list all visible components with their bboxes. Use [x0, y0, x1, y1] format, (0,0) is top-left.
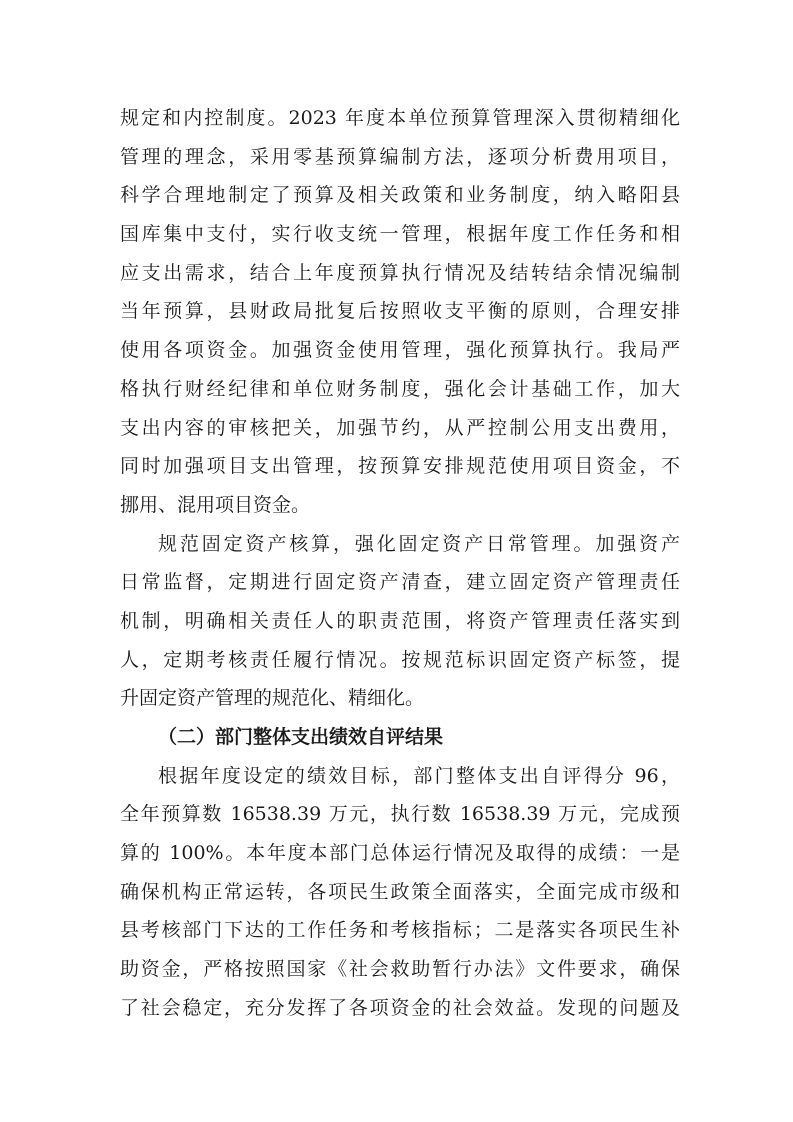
text-line: 人，定期考核责任履行情况。按规范标识固定资产标签，提 [120, 648, 680, 671]
text-line: 使用各项资金。加强资金使用管理，强化预算执行。我局严 [120, 339, 680, 362]
text-line: 同时加强项目支出管理，按预算安排规范使用项目资金，不 [120, 455, 680, 478]
text-line: 挪用、混用项目资金。 [120, 493, 311, 516]
text-line: 助资金，严格按照国家《社会救助暂行办法》文件要求，确保 [120, 958, 680, 981]
document-body [120, 99, 680, 1028]
text-line: 科学合理地制定了预算及相关政策和业务制度，纳入略阳县 [120, 184, 680, 207]
text-line: 国库集中支付，实行收支统一管理，根据年度工作任务和相 [120, 223, 680, 246]
text-line: 根据年度设定的绩效目标，部门整体支出自评得分 96， [158, 764, 680, 787]
text-line: 升固定资产管理的规范化、精细化。 [120, 687, 425, 710]
text-line: 格执行财经纪律和单位财务制度，强化会计基础工作，加大 [120, 377, 680, 400]
paragraph-budget-management [120, 99, 680, 525]
text-line: 当年预算，县财政局批复后按照收支平衡的原则，合理安排 [120, 300, 680, 323]
paragraph-self-evaluation [120, 757, 680, 1028]
section-heading: （二）部门整体支出绩效自评结果 [158, 726, 444, 748]
text-line: 县考核部门下达的工作任务和考核指标；二是落实各项民生补 [120, 919, 680, 942]
text-line: 管理的理念，采用零基预算编制方法，逐项分析费用项目， [120, 145, 680, 168]
text-line: 了社会稳定，充分发挥了各项资金的社会效益。发现的问题及 [120, 996, 680, 1019]
paragraph-fixed-assets [120, 525, 680, 718]
text-line: 机制，明确相关责任人的职责范围，将资产管理责任落实到 [120, 609, 680, 632]
text-line: 全年预算数 16538.39 万元，执行数 16538.39 万元，完成预 [120, 803, 680, 826]
text-line: 规范固定资产核算，强化固定资产日常管理。加强资产 [158, 532, 680, 555]
text-line: 应支出需求，结合上年度预算执行情况及结转结余情况编制 [120, 261, 680, 284]
text-line: 算的 100%。本年度本部门总体运行情况及取得的成绩：一是 [120, 842, 680, 865]
text-line: 日常监督，定期进行固定资产清查，建立固定资产管理责任 [120, 571, 680, 594]
text-line: 规定和内控制度。2023 年度本单位预算管理深入贯彻精细化 [120, 107, 680, 129]
text-line: 支出内容的审核把关，加强节约，从严控制公用支出费用， [120, 416, 680, 439]
text-line: 确保机构正常运转，各项民生政策全面落实，全面完成市级和 [120, 880, 680, 903]
